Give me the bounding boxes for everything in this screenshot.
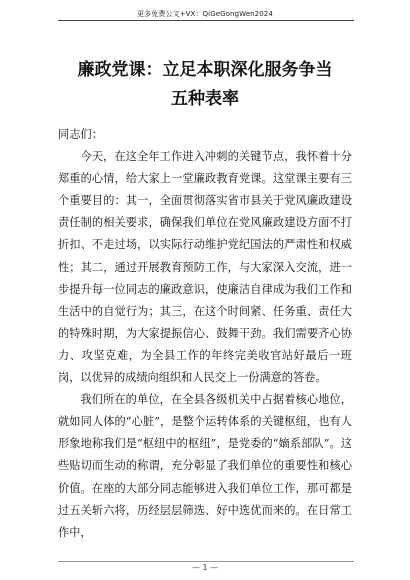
body-paragraph: 我们所在的单位，在全县各级机关中占据着核心地位，就如同人体的“心脏”，是整个运转体系的关键枢纽，也有人形象地称我们是“枢纽中的枢纽”，是党委的“嫡系部队”。这些贴切而生动的称谓，充分彰显了我们单位的重要性和核心价值。在座的大部分同志能够进入我们单位工作，那可都是过五关斩六将，历经层层筛选、好中选优而来的。在日常工作中， xyxy=(58,393,352,539)
greeting: 同志们： xyxy=(58,128,103,141)
footer-divider xyxy=(58,561,354,562)
header-note: 更多免费公文+VX：QiGeGongWen2024 xyxy=(137,10,273,18)
body-paragraph: 今天，在这全年工作进入冲刺的关键节点，我怀着十分郑重的心情，给大家上一堂廉政教育党课。这堂课主要有三个重要目的：其一，全面贯彻落实省市县关于党风廉政建设责任制的相关要求，确保我们单位在党风廉政建设方面不打折扣、不走过场，以实际行动维护党纪国法的严肃性和权威性；其二，通过开展教育预防工作，与大家深入交流，进一步提升每一位同志的廉政意识，使廉洁自律成为我们工作和生活中的自觉行为；其三，在这个时间紧、任务重、责任大的特殊时期，为大家提振信心、鼓舞干劲。我们需要齐心协力、攻坚克难，为全县工作的年终完美收官站好最后一班岗，以优异的成绩向组织和人民交上一份满意的答卷。 xyxy=(58,150,352,385)
page-number: — 1 — xyxy=(191,563,219,572)
document-body xyxy=(58,124,352,544)
header-divider xyxy=(58,20,354,21)
document-title: 廉政党课：立足本职深化服务争当五种表率 xyxy=(77,60,333,109)
